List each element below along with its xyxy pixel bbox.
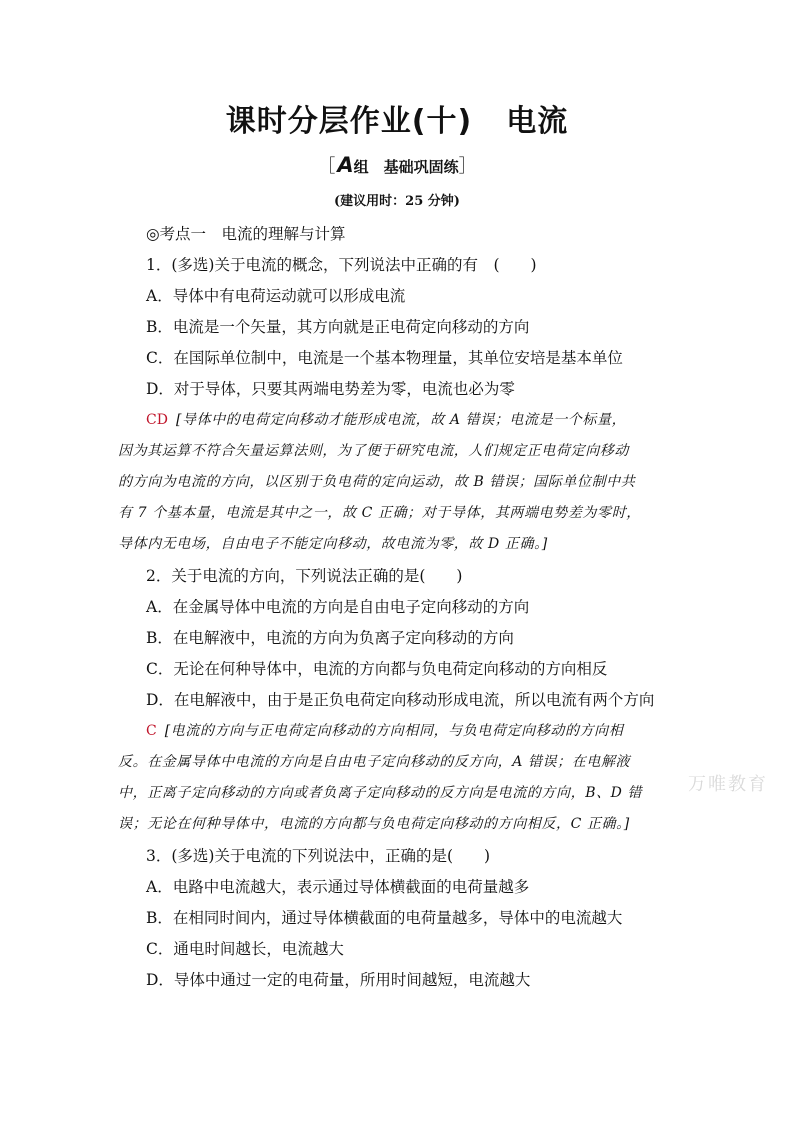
q2-explanation-line: 误；无论在何种导体中，电流的方向都与负电荷定向移动的方向相反，C 正确。] xyxy=(118,816,630,832)
q2-explanation-line: 反。在金属导体中电流的方向是自由电子定向移动的反方向，A 错误；在电解液 xyxy=(118,754,631,770)
q1-explanation-line: 有 7 个基本量，电流是其中之一，故 C 正确；对于导体，其两端电势差为零时， xyxy=(118,505,641,521)
watermark: 万唯教育 xyxy=(688,774,768,795)
q2-option-a: A．在金属导体中电流的方向是自由电子定向移动的方向 xyxy=(146,598,530,616)
q1-option-c: C．在国际单位制中，电流是一个基本物理量，其单位安培是基本单位 xyxy=(146,349,623,367)
q3-option-a: A．电路中电流越大，表示通过导体横截面的电荷量越多 xyxy=(146,878,530,896)
q2-explanation-line: 中，正离子定向移动的方向或者负离子定向移动的反方向是电流的方向，B、D 错 xyxy=(118,785,643,801)
q2-answer-key: C xyxy=(146,723,157,739)
q3-stem: 3．(多选)关于电流的下列说法中，正确的是( ) xyxy=(146,847,491,865)
q2-option-d: D．在电解液中，由于是正负电荷定向移动形成电流，所以电流有两个方向 xyxy=(146,691,655,709)
title-topic: 电流 xyxy=(506,104,569,139)
q1-option-a: A．导体中有电荷运动就可以形成电流 xyxy=(146,287,406,305)
q2-option-b: B．在电解液中，电流的方向为负离子定向移动的方向 xyxy=(146,629,514,647)
q2-stem: 2．关于电流的方向，下列说法正确的是( ) xyxy=(146,567,463,585)
q3-option-d: D．导体中通过一定的电荷量，所用时间越短，电流越大 xyxy=(146,971,531,989)
q1-explanation-line: 的方向为电流的方向，以区别于负电荷的定向运动，故 B 错误；国际单位制中共 xyxy=(118,474,636,490)
q1-explanation-line: 因为其运算不符合矢量运算法则，为了便于研究电流，人们规定正电荷定向移动 xyxy=(118,443,629,459)
group-letter: A xyxy=(337,153,354,177)
q1-answer-key: CD xyxy=(146,412,168,428)
q1-explanation-line: 导体内无电场，自由电子不能定向移动，故电流为零，故 D 正确。] xyxy=(118,536,548,552)
suggested-time: (建议用时：25 分钟) xyxy=(334,194,460,209)
page-title xyxy=(0,96,794,140)
group-text: 组 基础巩固练 xyxy=(353,158,459,176)
title-main: 课时分层作业(十) xyxy=(225,104,473,139)
q2-explanation-line: C [电流的方向与正电荷定向移动的方向相同，与负电荷定向移动的方向相 xyxy=(146,723,624,739)
q1-option-b: B．电流是一个矢量，其方向就是正电荷定向移动的方向 xyxy=(146,318,530,336)
q3-option-c: C．通电时间越长，电流越大 xyxy=(146,940,344,958)
q1-explanation-line: CD [导体中的电荷定向移动才能形成电流，故 A 错误；电流是一个标量， xyxy=(146,412,627,428)
section-heading: ◎考点一 电流的理解与计算 xyxy=(146,225,346,243)
group-heading: ［A组 基础巩固练］ xyxy=(317,153,477,177)
q3-option-b: B．在相同时间内，通过导体横截面的电荷量越多，导体中的电流越大 xyxy=(146,909,623,927)
q1-stem: 1．(多选)关于电流的概念，下列说法中正确的有 ( ) xyxy=(146,256,537,274)
q2-option-c: C．无论在何种导体中，电流的方向都与负电荷定向移动的方向相反 xyxy=(146,660,608,678)
q1-option-d: D．对于导体，只要其两端电势差为零，电流也必为零 xyxy=(146,380,515,398)
